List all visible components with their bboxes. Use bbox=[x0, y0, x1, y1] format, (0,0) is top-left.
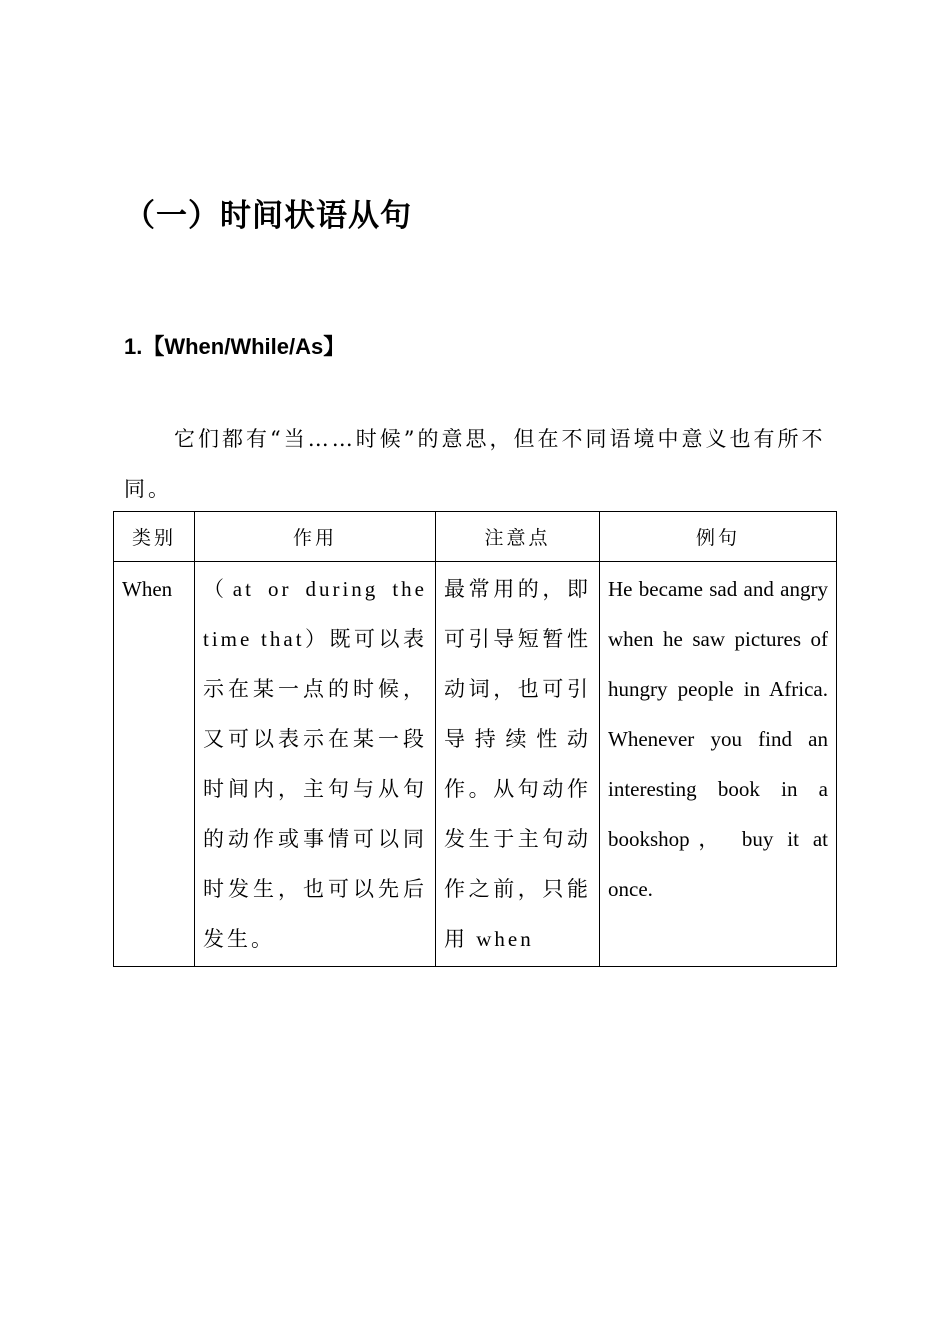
section-heading: 1.【When/While/As】 bbox=[124, 334, 346, 359]
intro-paragraph: 它们都有“当……时候”的意思，但在不同语境中意义也有所不同。 bbox=[124, 427, 826, 501]
header-notes: 注意点 bbox=[436, 512, 600, 562]
table-header-row bbox=[114, 512, 837, 562]
cell-category: When bbox=[114, 562, 195, 967]
header-category: 类别 bbox=[114, 512, 195, 562]
grammar-table bbox=[113, 511, 837, 967]
header-examples: 例句 bbox=[600, 512, 837, 562]
cell-function: （at or during the time that）既可以表示在某一点的时候，又可以表示在某一段时间内，主句与从句的动作或事情可以同时发生，也可以先后发生。 bbox=[195, 562, 436, 967]
cell-examples: He became sad and angry when he saw pictures of hungry people in Africa. Whenever you find an interesting book in a bookshop， buy it at once. bbox=[600, 562, 837, 967]
table-row bbox=[114, 562, 837, 967]
cell-notes: 最常用的，即可引导短暂性动词，也可引导持续性动作。从句动作发生于主句动作之前，只能用 when bbox=[436, 562, 600, 967]
page-title: （一）时间状语从句 bbox=[124, 198, 412, 234]
header-function: 作用 bbox=[195, 512, 436, 562]
